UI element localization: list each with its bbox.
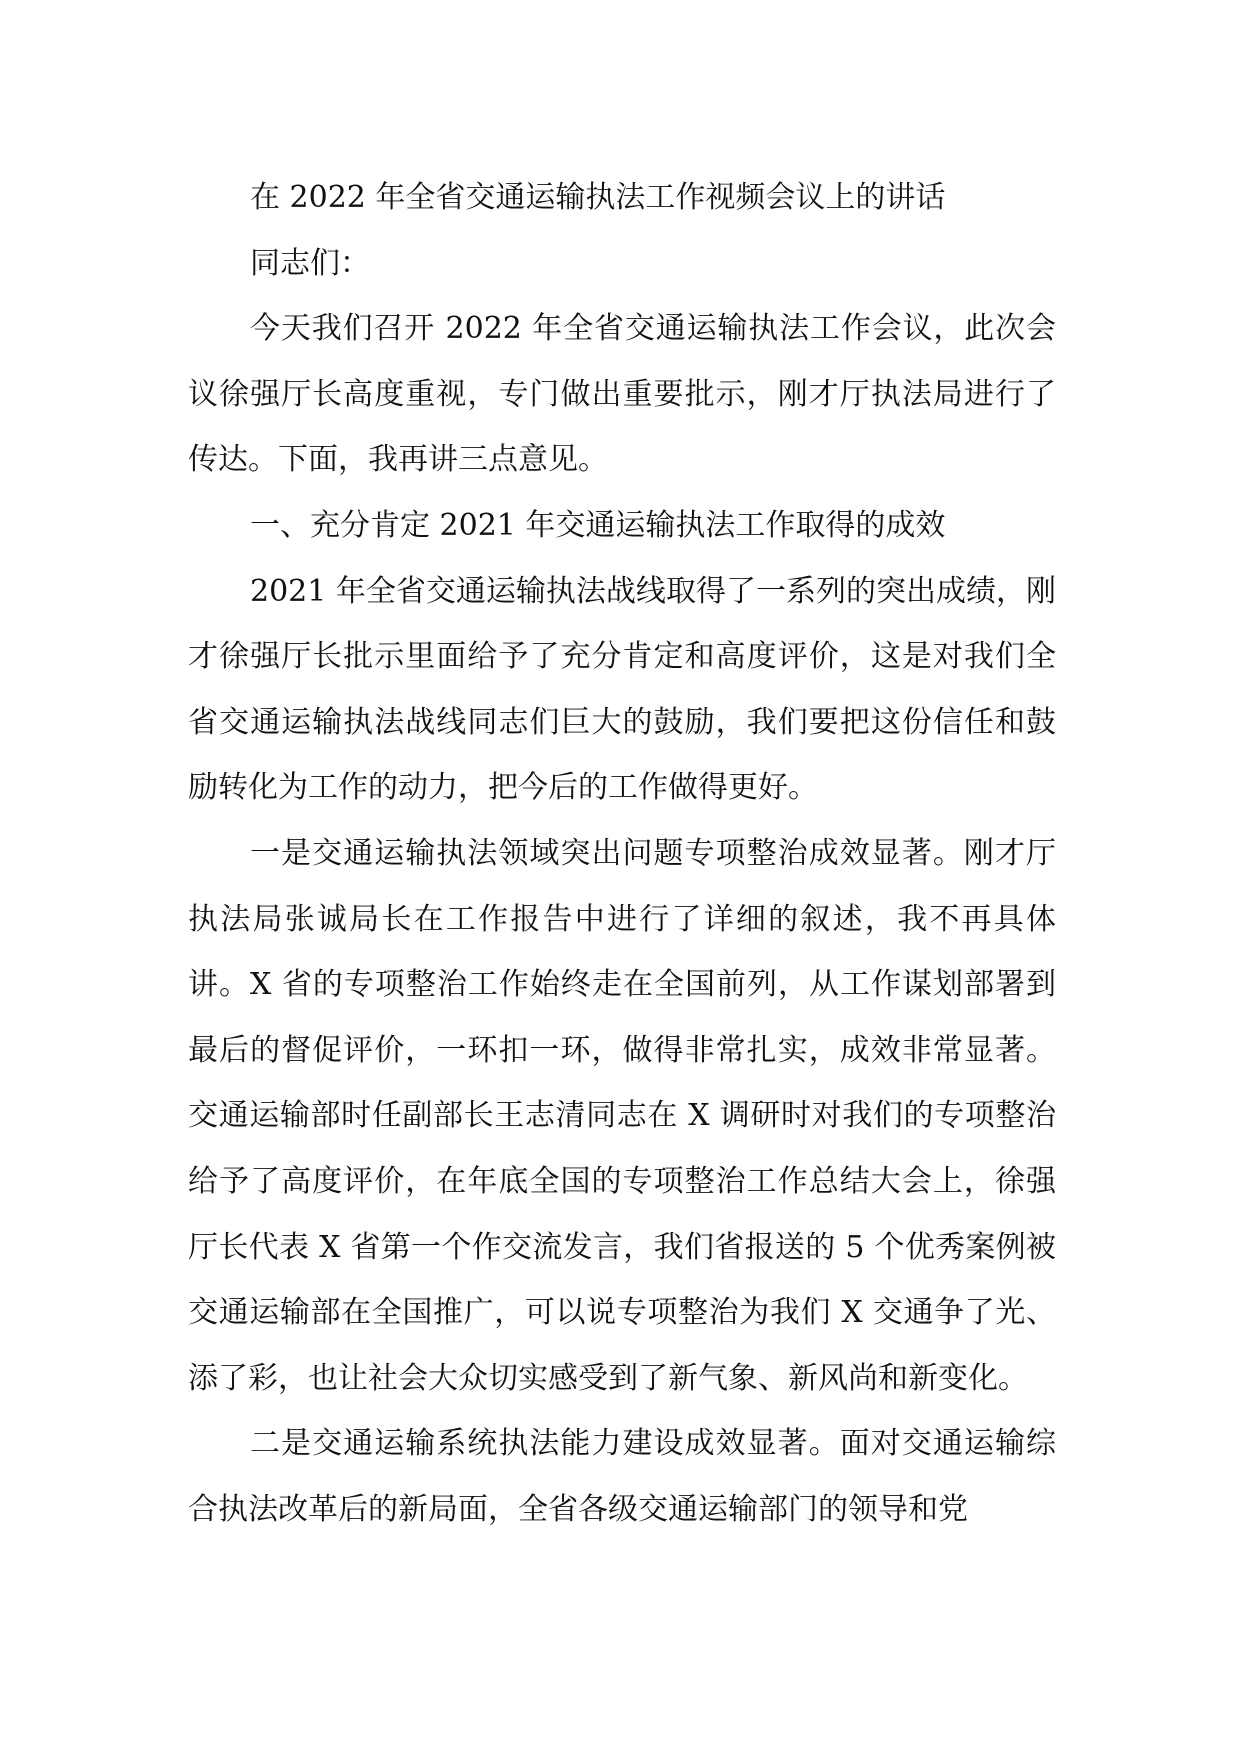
section-heading-1: 一、充分肯定 2021 年交通运输执法工作取得的成效 xyxy=(250,507,946,543)
salutation: 同志们： xyxy=(250,245,370,281)
document-title: 在 2022 年全省交通运输执法工作视频会议上的讲话 xyxy=(250,180,946,215)
paragraph-point-1: 一是交通运输执法领域突出问题专项整治成效显著。刚才厅执法局张诚局长在工作报告中进行了详细的叙述，我不再具体讲。X 省的专项整治工作始终走在全国前列，从工作谋划部署到最后的督促评价，一环扣一环，做得非常扎实，成效非常显著。交通运输部时任副部长王志清同志在 X 调研时对我们的专项整治给予了高度评价，在年底全国的专项整治工作总结大会上，徐强厅长代表 X 省第一个作交流发言，我们省报送的 5 个优秀案例被交通运输部在全国推广，可以说专项整治为我们 X 交通争了光、添了彩，也让社会大众切实感受到了新气象、新风尚和新变化。 xyxy=(188,835,1056,1396)
document-body xyxy=(188,165,1056,1542)
paragraph-achievements: 2021 年全省交通运输执法战线取得了一系列的突出成绩，刚才徐强厅长批示里面给予了充分肯定和高度评价，这是对我们全省交通运输执法战线同志们巨大的鼓励，我们要把这份信任和鼓励转化为工作的动力，把今后的工作做得更好。 xyxy=(188,573,1056,806)
paragraph-opening: 今天我们召开 2022 年全省交通运输执法工作会议，此次会议徐强厅长高度重视，专门做出重要批示，刚才厅执法局进行了传达。下面，我再讲三点意见。 xyxy=(188,311,1056,478)
paragraph-point-2: 二是交通运输系统执法能力建设成效显著。面对交通运输综合执法改革后的新局面，全省各级交通运输部门的领导和党 xyxy=(188,1426,1056,1527)
